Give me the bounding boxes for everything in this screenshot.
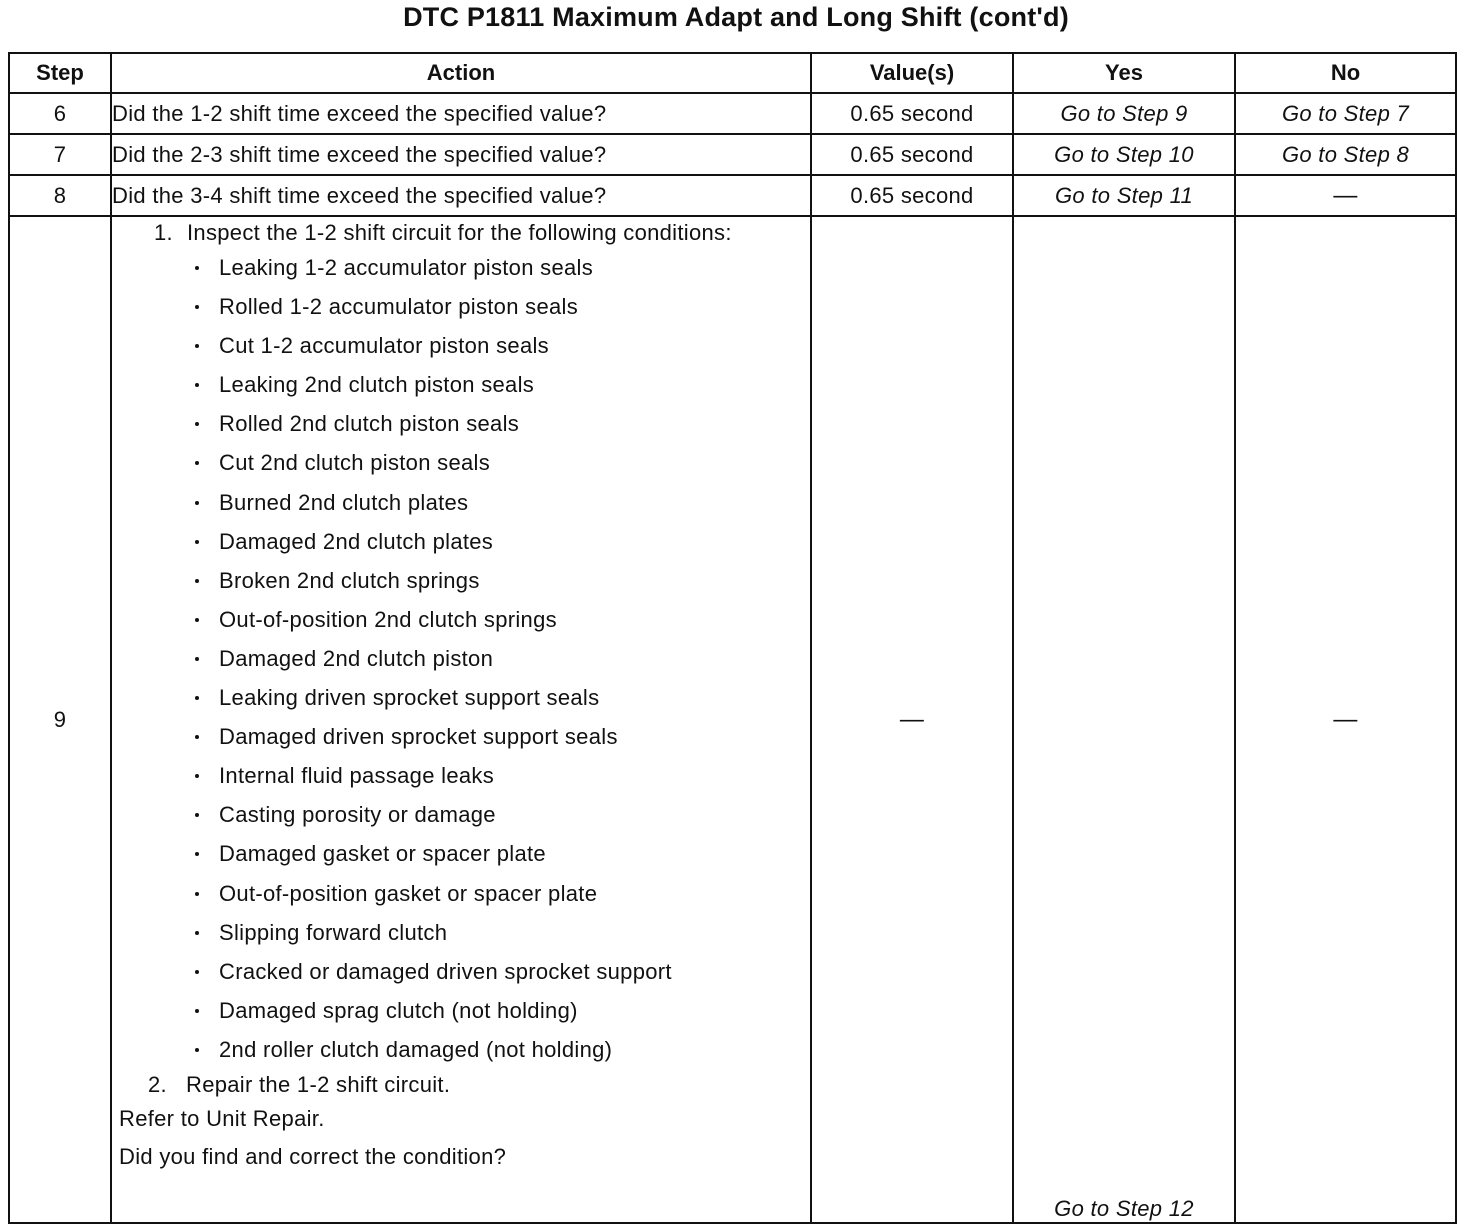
- table-row-step-6: [9, 93, 1456, 134]
- action-steps: [111, 216, 811, 1223]
- condition-item: Broken 2nd clutch springs: [187, 561, 810, 600]
- condition-item: Leaking 1-2 accumulator piston seals: [187, 248, 810, 287]
- table-row-step-8: [9, 175, 1456, 216]
- no-cell: Go to Step 7: [1235, 93, 1456, 134]
- action-text: Did the 2-3 shift time exceed the specified value?: [111, 134, 811, 175]
- diagnostic-table: [8, 52, 1457, 1224]
- action-text: Did the 3-4 shift time exceed the specified value?: [111, 175, 811, 216]
- condition-item: Rolled 2nd clutch piston seals: [187, 404, 810, 443]
- condition-item: Casting porosity or damage: [187, 795, 810, 834]
- step-number: 9: [9, 216, 111, 1223]
- action-item-2: [112, 1069, 810, 1100]
- header-action: Action: [111, 53, 811, 93]
- page-title: DTC P1811 Maximum Adapt and Long Shift (cont'd): [403, 2, 1069, 32]
- value-cell: 0.65 second: [811, 175, 1013, 216]
- condition-item: Out-of-position 2nd clutch springs: [187, 600, 810, 639]
- question-text: Did you find and correct the condition?: [119, 1143, 507, 1169]
- condition-item: Cut 1-2 accumulator piston seals: [187, 326, 810, 365]
- header-step: Step: [9, 53, 111, 93]
- condition-item: Internal fluid passage leaks: [187, 756, 810, 795]
- condition-item: Damaged 2nd clutch piston: [187, 639, 810, 678]
- condition-item: Slipping forward clutch: [187, 913, 810, 952]
- yes-cell: Go to Step 10: [1013, 134, 1235, 175]
- condition-item: Damaged sprag clutch (not holding): [187, 991, 810, 1030]
- item-text: Inspect the 1-2 shift circuit for the following conditions:: [187, 220, 732, 245]
- item-text: Repair the 1-2 shift circuit.: [186, 1071, 451, 1097]
- yes-cell: Go to Step 11: [1013, 175, 1235, 216]
- value-cell: 0.65 second: [811, 134, 1013, 175]
- step-number: 7: [9, 134, 111, 175]
- refer-text: Refer to Unit Repair.: [119, 1105, 325, 1131]
- step-number: 8: [9, 175, 111, 216]
- condition-item: 2nd roller clutch damaged (not holding): [187, 1030, 810, 1069]
- no-cell: Go to Step 8: [1235, 134, 1456, 175]
- action-item-1: [112, 217, 810, 248]
- condition-item: Cracked or damaged driven sprocket support: [187, 952, 810, 991]
- header-no: No: [1235, 53, 1456, 93]
- table-row-step-9: [9, 216, 1456, 1223]
- item-number: 1.: [154, 220, 173, 245]
- condition-item: Rolled 1-2 accumulator piston seals: [187, 287, 810, 326]
- condition-item: Damaged gasket or spacer plate: [187, 834, 810, 873]
- table-row-step-7: [9, 134, 1456, 175]
- action-text: Did the 1-2 shift time exceed the specified value?: [111, 93, 811, 134]
- header-yes: Yes: [1013, 53, 1235, 93]
- no-cell: —: [1235, 216, 1456, 1223]
- condition-item: Out-of-position gasket or spacer plate: [187, 874, 810, 913]
- condition-item: Burned 2nd clutch plates: [187, 483, 810, 522]
- condition-item: Damaged driven sprocket support seals: [187, 717, 810, 756]
- no-cell: —: [1235, 175, 1456, 216]
- yes-cell: Go to Step 9: [1013, 93, 1235, 134]
- condition-item: Leaking driven sprocket support seals: [187, 678, 810, 717]
- condition-list: [112, 248, 810, 1069]
- header-row: [9, 53, 1456, 93]
- value-cell: 0.65 second: [811, 93, 1013, 134]
- condition-item: Damaged 2nd clutch plates: [187, 522, 810, 561]
- condition-item: Cut 2nd clutch piston seals: [187, 443, 810, 482]
- value-cell: —: [811, 216, 1013, 1223]
- step-number: 6: [9, 93, 111, 134]
- yes-cell: Go to Step 12: [1013, 216, 1235, 1223]
- condition-item: Leaking 2nd clutch piston seals: [187, 365, 810, 404]
- header-values: Value(s): [811, 53, 1013, 93]
- item-number: 2.: [148, 1071, 167, 1097]
